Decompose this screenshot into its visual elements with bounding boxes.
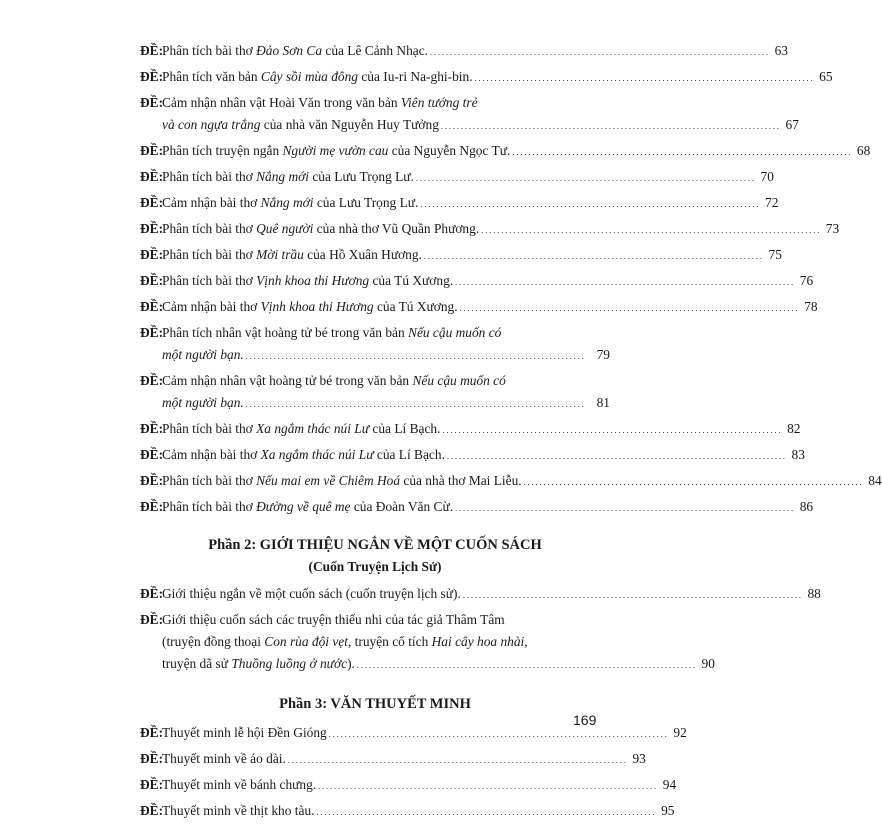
title-text: Thuyết minh lễ hội Đền Gióng — [162, 725, 327, 740]
entry-line — [162, 800, 675, 824]
entry-label: ĐỀ: — [140, 421, 164, 436]
entry-label: ĐỀ: — [140, 447, 164, 462]
entry-title — [162, 470, 522, 492]
work-title: Nắng mới — [260, 195, 314, 210]
work-title: một người bạn. — [162, 395, 244, 410]
work-title: Vịnh khoa thi Hương — [256, 273, 370, 288]
toc-entry — [140, 370, 610, 416]
title-text: Phân tích bài thơ — [162, 473, 257, 488]
entry-title — [162, 444, 445, 466]
entry-body — [162, 218, 840, 242]
entry-title — [162, 496, 453, 518]
entry-line — [162, 418, 801, 442]
entry-label: ĐỀ: — [140, 169, 164, 184]
toc-entry — [140, 244, 782, 268]
dot-leader — [441, 114, 779, 138]
title-text: Phân tích bài thơ — [162, 421, 257, 436]
dot-leader — [455, 270, 793, 294]
toc-section-3 — [140, 722, 687, 824]
page-ref: 86 — [799, 499, 814, 514]
entry-label: ĐỀ: — [140, 473, 164, 488]
entry-line — [162, 344, 610, 368]
entry-title — [162, 631, 528, 653]
title-text: của Iu-ri Na-ghi-bin. — [358, 69, 473, 84]
entry-body — [162, 244, 782, 268]
entry-title — [162, 140, 510, 162]
entry-line — [162, 722, 687, 746]
title-text: Cảm nhận bài thơ — [162, 299, 261, 314]
title-text: Phân tích bài thơ — [162, 273, 257, 288]
toc-section-2 — [140, 583, 821, 677]
dot-leader — [512, 140, 850, 164]
title-text: Phân tích nhân vật hoàng tử bé trong văn bản — [162, 325, 409, 340]
work-title: Quê người — [256, 221, 314, 236]
page-ref: 67 — [785, 117, 799, 132]
work-title: Đường về quê mẹ — [256, 499, 351, 514]
dot-leader — [460, 296, 798, 320]
title-text: của Lưu Trọng Lư. — [309, 169, 414, 184]
title-text: Phân tích truyện ngắn — [162, 143, 283, 158]
page-ref: 84 — [868, 473, 882, 488]
toc-entry — [140, 192, 779, 216]
page-ref: 79 — [596, 347, 610, 362]
title-text: của Tú Xương. — [369, 273, 454, 288]
work-title: Xa ngắm thác núi Lư — [260, 447, 374, 462]
entry-body — [162, 496, 814, 520]
entry-line — [162, 748, 646, 772]
title-text: của Lê Cảnh Nhạc. — [322, 43, 428, 58]
toc-entry — [140, 800, 675, 824]
page-ref: 82 — [787, 421, 801, 436]
title-text: Phân tích bài thơ — [162, 499, 257, 514]
entry-label: ĐỀ: — [140, 751, 164, 766]
entry-title — [162, 166, 414, 188]
entry-body — [162, 370, 610, 416]
entry-title — [162, 296, 458, 318]
dot-leader — [463, 583, 801, 607]
toc-entry — [140, 583, 821, 607]
work-title: Nắng mới — [256, 169, 310, 184]
entry-label: ĐỀ: — [140, 725, 164, 740]
title-text: Phân tích văn bản — [162, 69, 261, 84]
entry-body — [162, 192, 779, 216]
entry-line — [162, 322, 610, 344]
section-2-title — [140, 534, 610, 557]
toc-entry — [140, 40, 788, 64]
section-3-title — [140, 693, 610, 716]
title-text: của Đoàn Văn Cừ. — [350, 499, 454, 514]
entry-title — [162, 114, 439, 136]
title-text: Phân tích bài thơ — [162, 43, 257, 58]
entry-line — [162, 114, 799, 138]
entry-label: ĐỀ: — [140, 221, 164, 236]
section-2-subtitle: (Cuốn Truyện Lịch Sử) — [308, 559, 442, 574]
page-ref: 68 — [856, 143, 871, 158]
entry-title — [162, 774, 316, 796]
entry-line — [162, 609, 610, 631]
entry-label: ĐỀ: — [140, 499, 164, 514]
toc-entry — [140, 296, 818, 320]
toc-entry — [140, 418, 801, 442]
title-text: , truyện cổ tích — [347, 634, 432, 649]
dot-leader — [447, 444, 785, 468]
entry-title — [162, 722, 327, 744]
title-text: , — [524, 634, 528, 649]
work-title: Đảo Sơn Ca — [256, 43, 323, 58]
entry-title — [162, 92, 478, 114]
entry-body — [162, 296, 818, 320]
work-title: Nếu cậu muốn có — [408, 325, 502, 340]
entry-body — [162, 40, 788, 64]
entry-body — [162, 748, 646, 772]
title-text: Cảm nhận bài thơ — [162, 195, 261, 210]
title-text: Cảm nhận bài thơ — [162, 447, 261, 462]
entry-body — [162, 66, 833, 90]
entry-body — [162, 444, 805, 468]
entry-title — [162, 322, 501, 344]
page-ref: 92 — [673, 725, 687, 740]
entry-body — [162, 418, 801, 442]
dot-leader — [455, 496, 793, 520]
title-text: Phân tích bài thơ — [162, 221, 257, 236]
work-title: Xa ngắm thác núi Lư — [256, 421, 370, 436]
entry-line — [162, 653, 715, 677]
entry-title — [162, 800, 314, 822]
entry-line — [162, 140, 871, 164]
page-ref: 88 — [807, 586, 821, 601]
entry-title — [162, 40, 428, 62]
dot-leader — [316, 800, 654, 824]
page-ref: 63 — [774, 43, 788, 58]
entry-label: ĐỀ: — [140, 273, 164, 288]
entry-title — [162, 66, 473, 88]
entry-title — [162, 370, 506, 392]
entry-line — [162, 40, 788, 64]
title-text: Phân tích bài thơ — [162, 247, 257, 262]
entry-body — [162, 609, 715, 677]
work-title: Viên tướng trẻ — [400, 95, 478, 110]
entry-body — [162, 140, 871, 164]
title-text: Thuyết minh về thịt kho tàu. — [162, 803, 315, 818]
toc-entry — [140, 748, 646, 772]
title-text: Cảm nhận nhân vật Hoài Văn trong văn bản — [162, 95, 401, 110]
page-ref: 76 — [799, 273, 814, 288]
entry-line — [162, 244, 782, 268]
title-text: Giới thiệu cuốn sách các truyện thiếu nhi của tác giả Thâm Tâm — [162, 612, 505, 627]
dot-leader — [424, 244, 762, 268]
title-text: Thuyết minh về áo dài. — [162, 751, 286, 766]
dot-leader — [420, 192, 758, 216]
entry-title — [162, 609, 505, 631]
entry-title — [162, 192, 418, 214]
page-ref: 93 — [632, 751, 646, 766]
section-3-title-text: Phần 3: VĂN THUYẾT MINH — [279, 696, 471, 712]
work-title: Cây sồi mùa đông — [260, 69, 359, 84]
entry-title — [162, 748, 286, 770]
entry-body — [162, 800, 675, 824]
entry-label: ĐỀ: — [140, 69, 164, 84]
entry-line — [162, 392, 610, 416]
toc-entry — [140, 444, 805, 468]
work-title: Mời trầu — [256, 247, 304, 262]
entry-body — [162, 166, 774, 190]
toc-section-1 — [140, 40, 882, 520]
page-ref: 73 — [825, 221, 840, 236]
work-title: Nếu cậu muốn có — [412, 373, 506, 388]
entry-label: ĐỀ: — [140, 43, 164, 58]
entry-label: ĐỀ: — [140, 299, 164, 314]
entry-label: ĐỀ: — [140, 586, 164, 601]
toc-entry — [140, 218, 840, 242]
page-ref: 75 — [768, 247, 782, 262]
work-title: Con rùa đội vẹt — [264, 634, 348, 649]
toc-entry — [140, 774, 677, 798]
toc-entry — [140, 609, 715, 677]
entry-title — [162, 392, 244, 414]
title-text: của Nguyễn Ngọc Tư. — [388, 143, 511, 158]
entry-label: ĐỀ: — [140, 195, 164, 210]
title-text: của Hồ Xuân Hương. — [303, 247, 422, 262]
entry-label: ĐỀ: — [140, 247, 164, 262]
title-text: Phân tích bài thơ — [162, 169, 257, 184]
entry-title — [162, 653, 355, 675]
entry-line — [162, 270, 814, 294]
dot-leader — [416, 166, 754, 190]
dot-leader — [430, 40, 768, 64]
page-ref: 83 — [791, 447, 805, 462]
entry-line — [162, 192, 779, 216]
entry-title — [162, 270, 453, 292]
entry-line — [162, 66, 833, 90]
page-ref: 94 — [662, 777, 677, 792]
page-ref: 78 — [804, 299, 818, 314]
table-of-contents — [140, 40, 882, 824]
entry-line — [162, 444, 805, 468]
entry-line — [162, 496, 814, 520]
entry-title — [162, 244, 422, 266]
title-text: Giới thiệu ngắn về một cuốn sách (cuốn truyện lịch sử). — [162, 586, 461, 601]
entry-body — [162, 270, 814, 294]
entry-body — [162, 322, 610, 368]
entry-line — [162, 166, 774, 190]
toc-entry — [140, 722, 687, 746]
entry-label: ĐỀ: — [140, 803, 164, 818]
title-text: của Lí Bạch. — [373, 447, 445, 462]
work-title: Người mẹ vườn cau — [282, 143, 389, 158]
entry-label: ĐỀ: — [140, 777, 164, 792]
entry-line — [162, 774, 677, 798]
entry-label: ĐỀ: — [140, 373, 164, 388]
entry-line — [162, 370, 610, 392]
entry-title — [162, 418, 440, 440]
section-2-title-text: Phần 2: GIỚI THIỆU NGẮN VỀ MỘT CUỐN SÁCH — [208, 537, 542, 553]
entry-title — [162, 218, 479, 240]
title-text: của nhà thơ Mai Liễu. — [400, 473, 522, 488]
toc-entry — [140, 140, 871, 164]
entry-line — [162, 296, 818, 320]
dot-leader — [329, 722, 667, 746]
dot-leader — [246, 392, 590, 416]
work-title: và con ngựa trắng — [162, 117, 261, 132]
dot-leader — [475, 66, 813, 90]
title-text: Cảm nhận nhân vật hoàng tử bé trong văn bản — [162, 373, 413, 388]
title-text: của nhà văn Nguyễn Huy Tưởng — [260, 117, 439, 132]
title-text: truyện dã sử — [162, 656, 232, 671]
dot-leader — [524, 470, 862, 494]
entry-title — [162, 344, 244, 366]
title-text: của Lí Bạch. — [369, 421, 441, 436]
dot-leader — [357, 653, 695, 677]
work-title: Hai cây hoa nhài — [431, 634, 525, 649]
page-ref: 81 — [596, 395, 610, 410]
dot-leader — [442, 418, 780, 442]
dot-leader — [246, 344, 590, 368]
page-ref: 65 — [819, 69, 833, 84]
page-number: 169 — [573, 712, 597, 728]
work-title: Thuồng luồng ở nước — [231, 656, 348, 671]
page-ref: 90 — [701, 656, 715, 671]
dot-leader — [481, 218, 819, 242]
toc-entry — [140, 66, 833, 90]
title-text: Thuyết minh về bánh chưng. — [162, 777, 317, 792]
toc-entry — [140, 166, 774, 190]
entry-body — [162, 583, 821, 607]
entry-label: ĐỀ: — [140, 143, 164, 158]
entry-line — [162, 583, 821, 607]
toc-entry — [140, 92, 799, 138]
title-text: ). — [347, 656, 355, 671]
entry-line — [162, 92, 610, 114]
toc-entry — [140, 496, 814, 520]
title-text: của Lưu Trọng Lư. — [313, 195, 419, 210]
toc-entry — [140, 270, 814, 294]
toc-entry — [140, 322, 610, 368]
entry-line — [162, 470, 882, 494]
page-ref: 72 — [765, 195, 779, 210]
entry-line — [162, 218, 840, 242]
entry-body — [162, 92, 799, 138]
work-title: Nếu mai em về Chiêm Hoá — [256, 473, 401, 488]
entry-label: ĐỀ: — [140, 612, 164, 627]
entry-body — [162, 722, 687, 746]
entry-label: ĐỀ: — [140, 95, 164, 110]
dot-leader — [288, 748, 626, 772]
toc-entry — [140, 470, 882, 494]
entry-title — [162, 583, 461, 605]
entry-label: ĐỀ: — [140, 325, 164, 340]
work-title: một người bạn. — [162, 347, 244, 362]
work-title: Vịnh khoa thi Hương — [260, 299, 374, 314]
page-ref: 95 — [661, 803, 675, 818]
entry-line — [162, 631, 610, 653]
dot-leader — [318, 774, 656, 798]
title-text: (truyện đồng thoại — [162, 634, 265, 649]
page-ref: 70 — [760, 169, 774, 184]
entry-body — [162, 774, 677, 798]
title-text: của nhà thơ Vũ Quần Phương. — [313, 221, 480, 236]
title-text: của Tú Xương. — [373, 299, 458, 314]
entry-body — [162, 470, 882, 494]
